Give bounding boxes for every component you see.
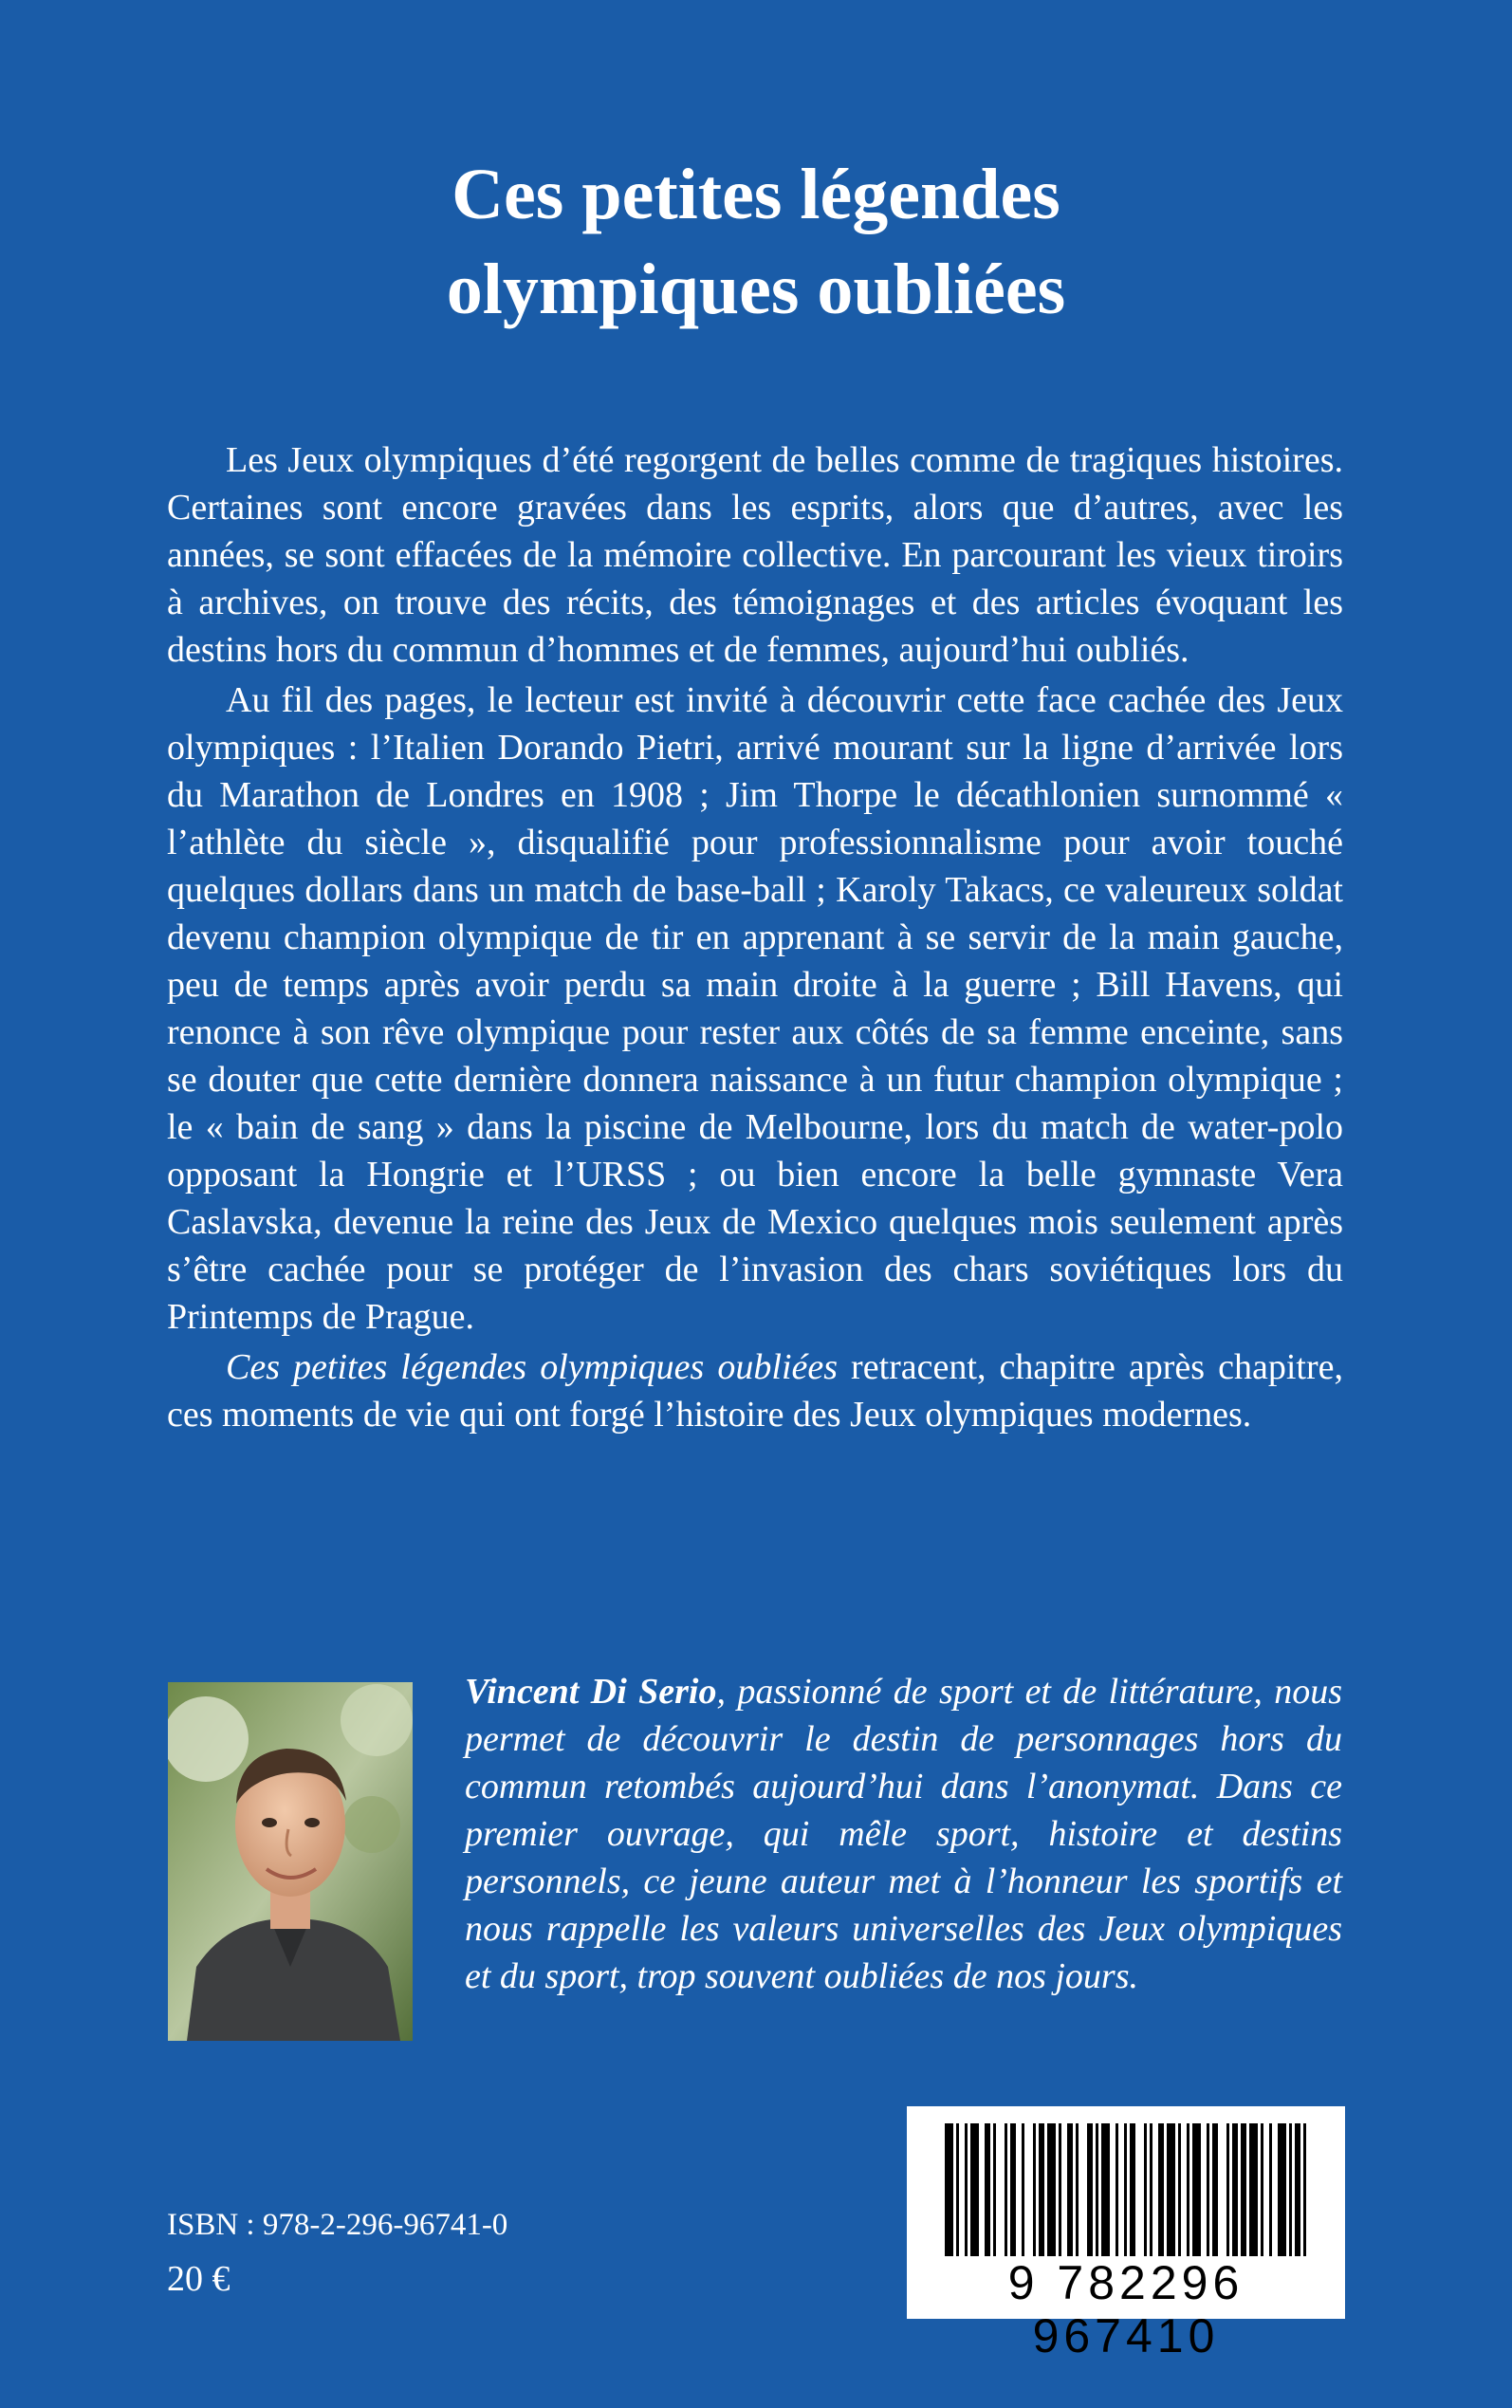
barcode xyxy=(907,2106,1345,2362)
title-line-2: olympiques oubliées xyxy=(446,250,1066,329)
author-bio xyxy=(465,1668,1342,2000)
barcode-number: 9 782296 967410 xyxy=(1007,2256,1245,2362)
blurb-paragraph-3-text: retracent, chapitre après chapitre, ces moments de vie qui ont forgé l’histoire des Jeux olympiques modernes. xyxy=(167,1347,1343,1435)
price: 20 € xyxy=(167,2259,230,2299)
author-name: Vincent Di Serio xyxy=(465,1672,717,1712)
title-line-1: Ces petites légendes xyxy=(452,155,1060,234)
author-photo xyxy=(168,1682,413,2041)
blurb-book-title-italic: Ces petites légendes olympiques oubliées xyxy=(226,1347,839,1387)
blurb-paragraph-2: Au fil des pages, le lecteur est invité à découvrir cette face cachée des Jeux olympiques : l’Italien Dorando Pietri, arrivé mourant sur la ligne d’arrivée lors du Marathon de Londres en 1908 ; Jim Thorpe le décathlonien surnommé « l’athlète du siècle », disqualifié pour professionnalisme pour avoir touché quelques dollars dans un match de base-ball ; Karoly Takacs, ce valeureux soldat devenu champion olympique de tir en apprenant à se servir de la main gauche, peu de temps après avoir perdu sa main droite à la guerre ; Bill Havens, qui renonce à son rêve olympique pour rester aux côtés de sa femme enceinte, sans se douter que cette dernière donnera naissance à un futur champion olympique ; le « bain de sang » dans la piscine de Melbourne, lors du match de water-polo opposant la Hongrie et l’URSS ; ou bien encore la belle gymnaste Vera Caslavska, devenue la reine des Jeux de Mexico quelques mois seulement après s’être cachée pour se protéger de l’invasion des chars soviétiques lors du Printemps de Prague. xyxy=(167,680,1343,1337)
book-title xyxy=(0,147,1512,337)
blurb-paragraph-1: Les Jeux olympiques d’été regorgent de belles comme de tragiques histoires. Certaines sont encore gravées dans les esprits, alors que d’autres, avec les années, se sont effacées de la mémoire collective. En parcourant les vieux tiroirs à archives, on trouve des récits, des témoignages et des articles évoquant les destins hors du commun d’hommes et de femmes, aujourd’hui oubliés. xyxy=(167,440,1343,670)
author-bio-text: , passionné de sport et de littérature, nous permet de découvrir le destin de personnages hors du commun retombés aujourd’hui dans l’anonymat. Dans ce premier ouvrage, qui mêle sport, histoire et destins personnels, ce jeune auteur met à l’honneur les sportifs et nous rappelle les valeurs universelles des Jeux olympiques et du sport, trop souvent oubliées de nos jours. xyxy=(465,1672,1342,1996)
blurb-paragraph-3 xyxy=(167,1343,1343,1438)
isbn: ISBN : 978-2-296-96741-0 xyxy=(167,2208,508,2242)
back-cover-blurb xyxy=(167,436,1343,1441)
